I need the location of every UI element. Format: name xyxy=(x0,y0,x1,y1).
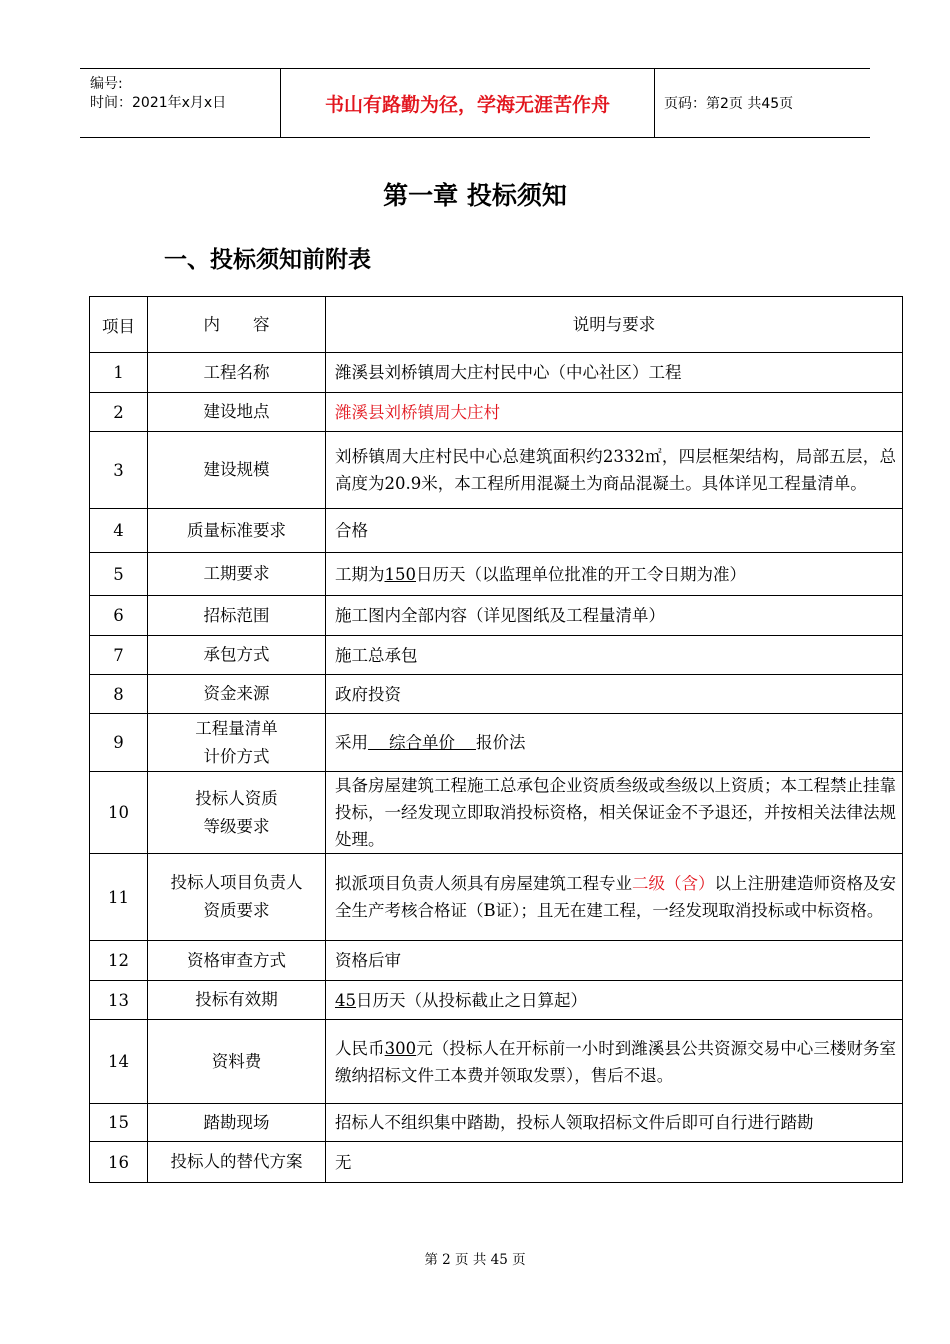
row-no: 2 xyxy=(90,393,148,432)
desc-text: 日历天（从投标截止之日算起） xyxy=(356,990,587,1010)
row-no: 13 xyxy=(90,981,148,1020)
row-no: 14 xyxy=(90,1020,148,1104)
table-row xyxy=(90,509,903,553)
table-row xyxy=(90,941,903,981)
row-desc: 潍溪县刘桥镇周大庄村民中心（中心社区）工程 xyxy=(326,353,903,393)
table-row xyxy=(90,432,903,509)
desc-text: 工期为 xyxy=(335,564,385,584)
row-desc: 招标人不组织集中踏勘，投标人领取招标文件后即可自行进行踏勘 xyxy=(326,1104,903,1142)
row-item: 工程名称 xyxy=(148,353,326,393)
row-no: 4 xyxy=(90,509,148,553)
row-desc: 合格 xyxy=(326,509,903,553)
desc-text: 人民币 xyxy=(335,1038,385,1058)
table-row xyxy=(90,772,903,854)
section-title: 一、投标须知前附表 xyxy=(164,247,371,273)
row-desc: 资格后审 xyxy=(326,941,903,981)
desc-grade: 二级（含） xyxy=(632,874,715,893)
desc-days: 45 xyxy=(335,990,356,1010)
row-desc: 政府投资 xyxy=(326,675,903,714)
time-label: 时间：2021年x月x日 xyxy=(90,95,227,111)
row-desc xyxy=(326,714,903,772)
table-row xyxy=(90,675,903,714)
row-item: 投标人的替代方案 xyxy=(148,1142,326,1183)
row-item: 招标范围 xyxy=(148,596,326,636)
row-item xyxy=(148,772,326,854)
row-item: 踏勘现场 xyxy=(148,1104,326,1142)
item-line: 计价方式 xyxy=(203,746,270,766)
desc-text: 元（投标人在开标前一小时到潍溪县公共资源交易中心三楼财务室缴纳招标文件工本费并领取发票），售后不退。 xyxy=(335,1038,896,1085)
desc-days: 150 xyxy=(384,564,416,584)
row-no: 5 xyxy=(90,553,148,596)
row-desc xyxy=(326,1020,903,1104)
row-item: 资料费 xyxy=(148,1020,326,1104)
header-motto: 书山有路勤为径，学海无涯苦作舟 xyxy=(281,69,655,137)
row-item: 承包方式 xyxy=(148,636,326,675)
row-item: 资金来源 xyxy=(148,675,326,714)
table-row xyxy=(90,714,903,772)
row-desc: 施工图内全部内容（详见图纸及工程量清单） xyxy=(326,596,903,636)
table-row xyxy=(90,1020,903,1104)
desc-text: 采用 xyxy=(335,733,368,752)
header-item: 内 容 xyxy=(148,297,326,353)
desc-text: 报价法 xyxy=(475,733,526,752)
table-row xyxy=(90,1142,903,1183)
header-no: 项目 xyxy=(90,297,148,353)
desc-method: 综合单价 xyxy=(368,733,476,752)
row-item: 投标有效期 xyxy=(148,981,326,1020)
desc-text: 日历天（以监理单位批准的开工令日期为准） xyxy=(416,564,746,584)
row-no: 3 xyxy=(90,432,148,509)
row-item: 建设规模 xyxy=(148,432,326,509)
item-line: 工程量清单 xyxy=(195,718,278,738)
row-no: 7 xyxy=(90,636,148,675)
row-item xyxy=(148,714,326,772)
row-no: 8 xyxy=(90,675,148,714)
row-desc: 刘桥镇周大庄村民中心总建筑面积约2332㎡，四层框架结构，局部五层，总高度为20.9米，本工程所用混凝土为商品混凝土。具体详见工程量清单。 xyxy=(326,432,903,509)
row-desc xyxy=(326,854,903,941)
row-item: 工期要求 xyxy=(148,553,326,596)
table-row xyxy=(90,981,903,1020)
item-line: 投标人资质 xyxy=(195,788,278,808)
row-no: 11 xyxy=(90,854,148,941)
row-no: 9 xyxy=(90,714,148,772)
desc-text: 拟派项目负责人须具有房屋建筑工程专业 xyxy=(335,874,632,893)
header-desc: 说明与要求 xyxy=(326,297,903,353)
table-row xyxy=(90,596,903,636)
table-row xyxy=(90,1104,903,1142)
row-desc xyxy=(326,553,903,596)
table-row xyxy=(90,636,903,675)
desc-text: 以上注册建造师资格及安全生产考核合格证（B证）；且无在建工程，一经发现取消投标或中标资格。 xyxy=(335,874,896,920)
row-desc xyxy=(326,981,903,1020)
table-row xyxy=(90,854,903,941)
row-desc: 具备房屋建筑工程施工总承包企业资质叁级或叁级以上资质；本工程禁止挂靠投标，一经发现立即取消投标资格，相关保证金不予退还，并按相关法律法规处理。 xyxy=(326,772,903,854)
row-item: 资格审查方式 xyxy=(148,941,326,981)
row-no: 15 xyxy=(90,1104,148,1142)
row-item xyxy=(148,854,326,941)
item-line: 资质要求 xyxy=(203,901,270,920)
desc-amount: 300 xyxy=(384,1038,417,1058)
row-no: 10 xyxy=(90,772,148,854)
row-item: 质量标准要求 xyxy=(148,509,326,553)
table-row xyxy=(90,393,903,432)
table-row xyxy=(90,553,903,596)
header-page-info: 页码：第2页 共45页 xyxy=(664,96,794,112)
page-footer: 第 2 页 共 45 页 xyxy=(424,1252,526,1268)
header-meta xyxy=(80,69,281,137)
chapter-title: 第一章 投标须知 xyxy=(383,181,567,210)
row-item: 建设地点 xyxy=(148,393,326,432)
page-header xyxy=(80,68,870,138)
table-header-row xyxy=(90,297,903,353)
bidding-notice-table xyxy=(89,296,903,1183)
item-line: 等级要求 xyxy=(203,816,270,836)
row-no: 16 xyxy=(90,1142,148,1183)
row-no: 6 xyxy=(90,596,148,636)
number-label: 编号: xyxy=(90,76,123,92)
table-row xyxy=(90,353,903,393)
row-no: 1 xyxy=(90,353,148,393)
row-desc: 施工总承包 xyxy=(326,636,903,675)
row-desc: 潍溪县刘桥镇周大庄村 xyxy=(326,393,903,432)
item-line: 投标人项目负责人 xyxy=(170,873,303,892)
row-desc: 无 xyxy=(326,1142,903,1183)
row-no: 12 xyxy=(90,941,148,981)
